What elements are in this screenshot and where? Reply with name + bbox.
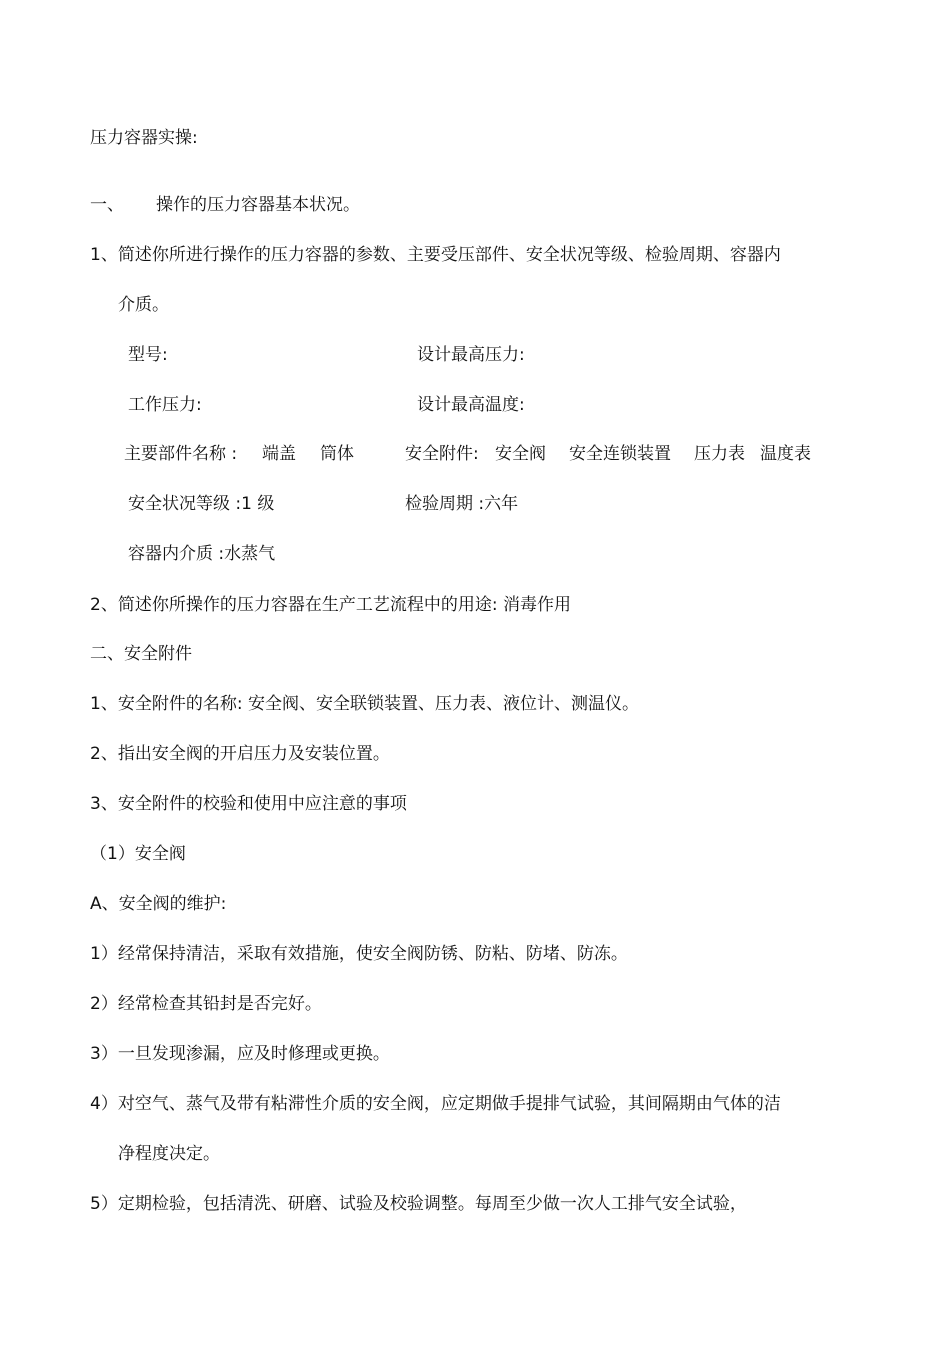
question2: 2、简述你所操作的压力容器在生产工艺流程中的用途: 消毒作用 [90, 595, 571, 615]
maintenance-item-4-line2: 净程度决定。 [118, 1144, 220, 1164]
section1-heading: 操作的压力容器基本状况。 [156, 195, 360, 215]
maintenance-item-4-line1: 4）对空气、蒸气及带有粘滞性介质的安全阀，应定期做手提排气试验，其间隔期由气体的洁 [90, 1094, 781, 1114]
maintenance-item-2: 2）经常检查其铅封是否完好。 [90, 994, 322, 1014]
section2-item3: 3、安全附件的校验和使用中应注意的事项 [90, 794, 407, 814]
main-parts-label: 主要部件名称 : [124, 444, 238, 464]
maintenance-item-1: 1）经常保持清洁，采取有效措施，使安全阀防锈、防粘、防堵、防冻。 [90, 944, 628, 964]
model-label: 型号: [128, 345, 168, 365]
accessory-thermometer: 温度表 [760, 444, 811, 464]
accessory-interlock: 安全连锁装置 [569, 444, 671, 464]
section2-item2: 2、指出安全阀的开启压力及安装位置。 [90, 744, 390, 764]
accessory-safety-valve: 安全阀 [495, 444, 546, 464]
safety-grade: 安全状况等级 :1 级 [128, 494, 275, 514]
safety-valve-maintenance-heading: A、安全阀的维护: [90, 894, 227, 914]
container-medium: 容器内介质 :水蒸气 [128, 544, 276, 564]
inspection-period: 检验周期 :六年 [405, 494, 519, 514]
subsection-safety-valve: （1）安全阀 [90, 844, 186, 864]
question1-line2: 介质。 [118, 295, 169, 315]
section2-heading: 二、安全附件 [90, 644, 192, 664]
work-pressure-label: 工作压力: [128, 395, 202, 415]
safety-accessories-label: 安全附件: [405, 444, 479, 464]
section2-item1: 1、安全附件的名称: 安全阀、安全联锁装置、压力表、液位计、测温仪。 [90, 694, 639, 714]
main-part-shell: 筒体 [320, 444, 354, 464]
question1-line1: 1、简述你所进行操作的压力容器的参数、主要受压部件、安全状况等级、检验周期、容器内 [90, 245, 781, 265]
design-pressure-label: 设计最高压力: [417, 345, 525, 365]
maintenance-item-3: 3）一旦发现渗漏，应及时修理或更换。 [90, 1044, 390, 1064]
main-part-end-cap: 端盖 [262, 444, 296, 464]
accessory-pressure-gauge: 压力表 [694, 444, 745, 464]
section1-number: 一、 [90, 195, 124, 215]
maintenance-item-5: 5）定期检验，包括清洗、研磨、试验及校验调整。每周至少做一次人工排气安全试验， [90, 1194, 747, 1214]
design-temperature-label: 设计最高温度: [417, 395, 525, 415]
document-title: 压力容器实操: [90, 128, 198, 148]
